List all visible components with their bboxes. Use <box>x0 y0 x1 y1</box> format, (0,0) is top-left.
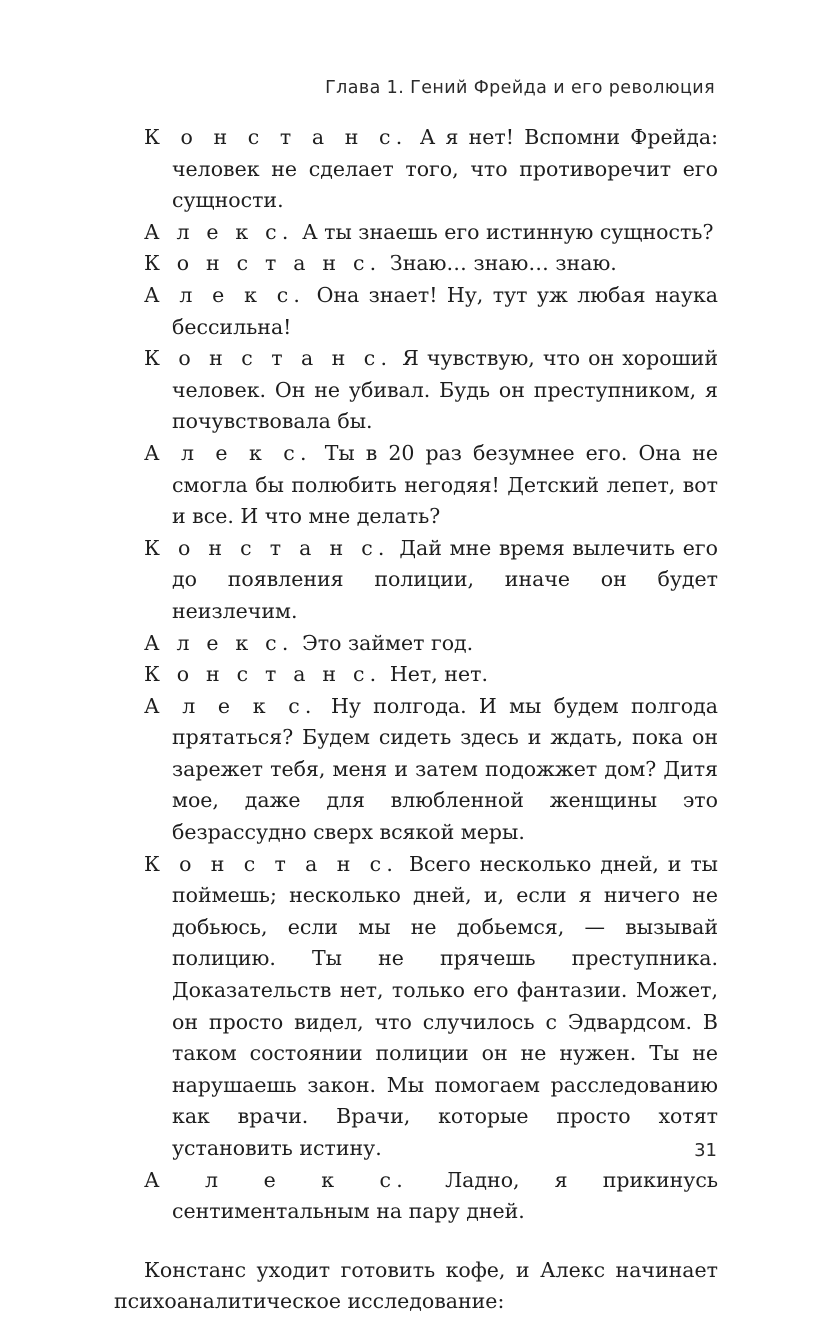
speaker-name: А л е к с. <box>144 630 294 655</box>
speaker-name: А л е к с. <box>144 282 306 307</box>
speaker-name: К о н с т а н с. <box>144 851 399 876</box>
dialogue-turn <box>114 1165 718 1228</box>
speaker-name: А л е к с. <box>144 693 317 718</box>
speech-text: Дай мне время вылечить его до появления полиции, иначе он будет неизлечим. <box>172 535 719 623</box>
chapter-title: Глава 1. Гений Фрейда и его революция <box>325 78 715 98</box>
speaker-name: А л е к с. <box>144 1167 408 1192</box>
dialogue-turn <box>114 659 718 691</box>
speaker-name: К о н с т а н с. <box>144 662 382 687</box>
speech-text: А ты знаешь его истинную сущность? <box>302 219 714 244</box>
page-number: 31 <box>694 1140 717 1161</box>
stage-direction: Констанс уходит готовить кофе, и Алекс начинает психоаналитическое исследование: <box>114 1257 718 1314</box>
speaker-name: К о н с т а н с. <box>144 535 390 560</box>
page-body <box>114 122 718 1318</box>
speech-text: Ну полгода. И мы будем полгода прятаться? Будем сидеть здесь и ждать, пока он зарежет тебя, меня и затем подожжет дом? Дитя мое, даже для влюбленной женщины это безрассудно сверх всякой меры. <box>172 693 718 845</box>
speech-text: А я нет! Вспомни Фрейда: человек не сделает того, что противоречит его сущности. <box>172 125 718 213</box>
speech-text: Я чувствую, что он хороший человек. Он не убивал. Будь он преступником, я почувствовала бы. <box>172 346 718 434</box>
dialogue-turn <box>114 122 718 217</box>
speaker-name: К о н с т а н с. <box>144 125 408 149</box>
dialogue-turn <box>114 438 718 533</box>
dialogue-turn <box>114 691 718 849</box>
dialogue-turn <box>114 628 718 660</box>
running-header <box>325 78 715 98</box>
speech-text: Ты в 20 раз безумнее его. Она не смогла бы полюбить негодяя! Детский лепет, вот и все. И что мне делать? <box>172 440 718 529</box>
dialogue-turn <box>114 849 718 1165</box>
dialogue-turn <box>114 217 718 249</box>
speech-text: Это займет год. <box>302 630 474 655</box>
speaker-name: А л е к с. <box>144 440 312 465</box>
speech-text: Ладно, я прикинусь сентиментальным на пару дней. <box>172 1167 719 1224</box>
dialogue-turn <box>114 248 718 280</box>
speaker-name: А л е к с. <box>144 219 294 244</box>
speaker-name: К о н с т а н с. <box>144 346 393 371</box>
speech-text: Знаю… знаю… знаю. <box>389 251 617 276</box>
dialogue-turn <box>114 343 718 438</box>
speaker-name: К о н с т а н с. <box>144 251 382 276</box>
speech-text: Нет, нет. <box>389 662 488 687</box>
dialogue-turn <box>114 280 718 343</box>
speech-text: Она знает! Ну, тут уж любая наука бессильна! <box>172 282 718 339</box>
speech-text: Всего несколько дней, и ты поймешь; несколько дней, и, если я ничего не добьюсь, если мы не добьемся, — вызывай полицию. Ты не прячешь преступника. Доказательств нет, только его фантазии. Может, он просто видел, что случилось с Эдвардсом. В таком состоянии полиции он не нужен. Ты не нарушаешь закон. Мы помогаем расследованию как врачи. Врачи, которые просто хотят установить истину. <box>172 851 719 1160</box>
dialogue-turn <box>114 533 718 628</box>
